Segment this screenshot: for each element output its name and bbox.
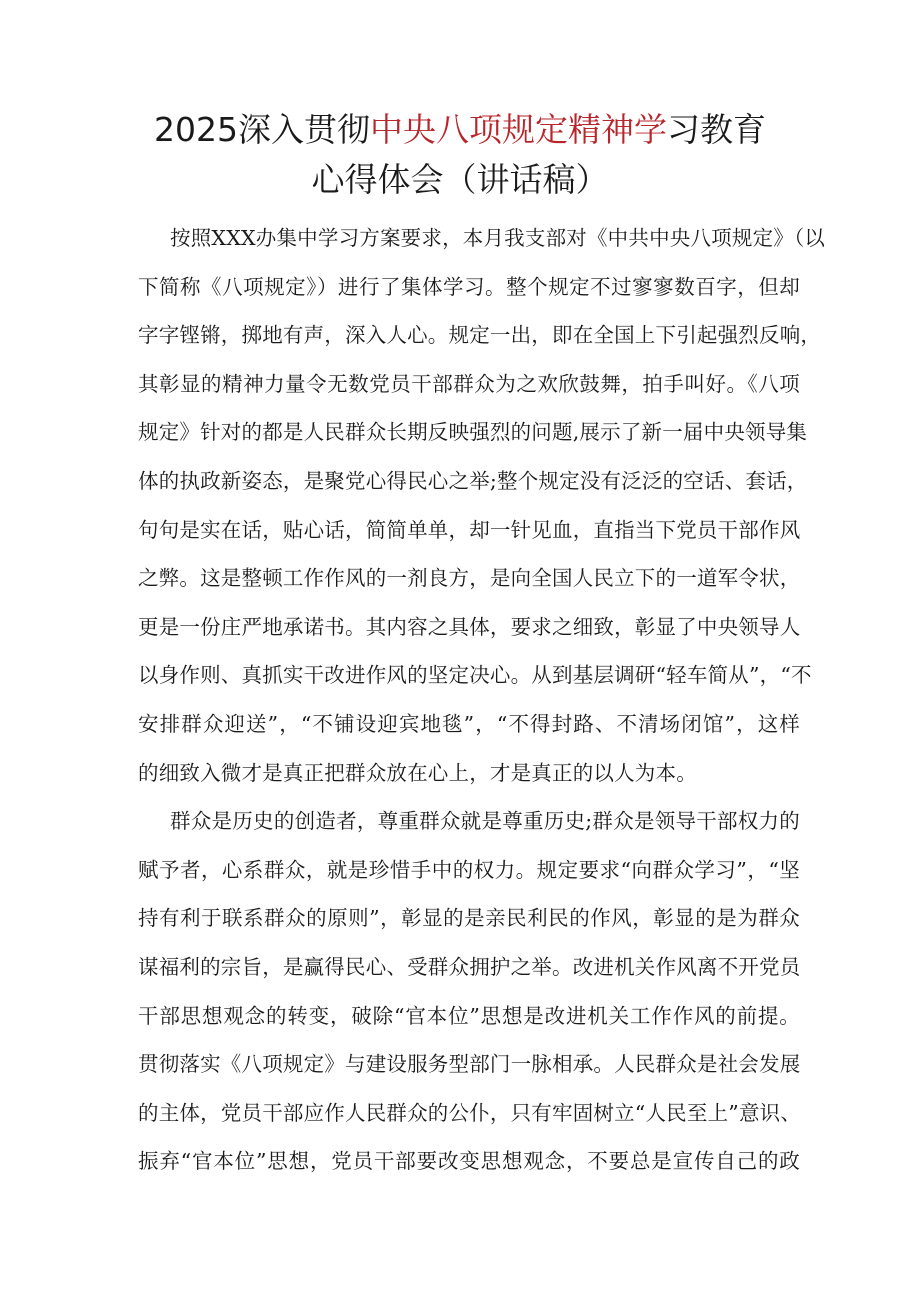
paragraph-line: 规定》针对的都是人民群众长期反映强烈的问题,展示了新一届中央领导集 — [138, 420, 808, 445]
paragraph-line: 谋福利的宗旨，是赢得民心、受群众拥护之举。改进机关作风离不开党员 — [138, 954, 801, 979]
paragraph-line: 更是一份庄严地承诺书。其内容之具体，要求之细致，彰显了中央领导人 — [138, 614, 801, 639]
paragraph-line: 体的执政新姿态，是聚党心得民心之举;整个规定没有泛泛的空话、套话， — [138, 468, 808, 493]
title-text-before: 2025深入贯彻 — [154, 110, 370, 149]
paragraph-line: 按照XXX办集中学习方案要求，本月我支部对《中共中央八项规定》（以 — [170, 226, 826, 250]
document-title-line-1 — [100, 108, 820, 152]
paragraph-line: 之弊。这是整顿工作作风的一剂良方，是向全国人民立下的一道军令状， — [138, 566, 801, 591]
paragraph-line: 的细致入微才是真正把群众放在心上，才是真正的以人为本。 — [138, 760, 697, 785]
paragraph-line: 振弃“官本位”思想，党员干部要改变思想观念，不要总是宣传自己的政 — [138, 1149, 800, 1174]
paragraph-line: 赋予者，心系群众，就是珍惜手中的权力。规定要求“向群众学习”，“坚 — [138, 857, 800, 882]
paragraph-line: 持有利于联系群众的原则”，彰显的是亲民利民的作风，彰显的是为群众 — [138, 906, 800, 931]
paragraph-line: 下简称《八项规定》）进行了集体学习。整个规定不过寥寥数百字，但却 — [138, 274, 800, 299]
paragraph-line: 字字铿锵，掷地有声，深入人心。规定一出，即在全国上下引起强烈反响， — [138, 323, 822, 348]
paragraph-line: 群众是历史的创造者，尊重群众就是尊重历史;群众是领导干部权力的 — [170, 809, 800, 834]
paragraph-line: 以身作则、真抓实干改进作风的坚定决心。从到基层调研“轻车简从”，“不 — [138, 663, 812, 688]
paragraph-line: 安排群众迎送”，“不铺设迎宾地毯”，“不得封路、不清场闭馆”，这样 — [138, 711, 800, 736]
document-title-line-2: 心得体会（讲话稿） — [311, 160, 609, 199]
paragraph-line: 的主体，党员干部应作人民群众的公仆，只有牢固树立“人民至上”意识、 — [138, 1100, 802, 1125]
paragraph-line: 贯彻落实《八项规定》与建设服务型部门一脉相承。人民群众是社会发展 — [138, 1052, 801, 1077]
document-body — [138, 214, 826, 1186]
title-text-highlight: 中央八项规定精神学 — [369, 110, 667, 149]
paragraph — [138, 214, 826, 797]
paragraph-line: 干部思想观念的转变，破除“官本位”思想是改进机关工作作风的前提。 — [138, 1003, 800, 1028]
paragraph-line: 句句是实在话，贴心话，简简单单，却一针见血，直指当下党员干部作风 — [138, 517, 801, 542]
paragraph — [138, 797, 800, 1186]
title-text-after: 习教育 — [666, 110, 766, 149]
paragraph-line: 其彰显的精神力量令无数党员干部群众为之欢欣鼓舞，拍手叫好。《八项 — [138, 371, 800, 396]
